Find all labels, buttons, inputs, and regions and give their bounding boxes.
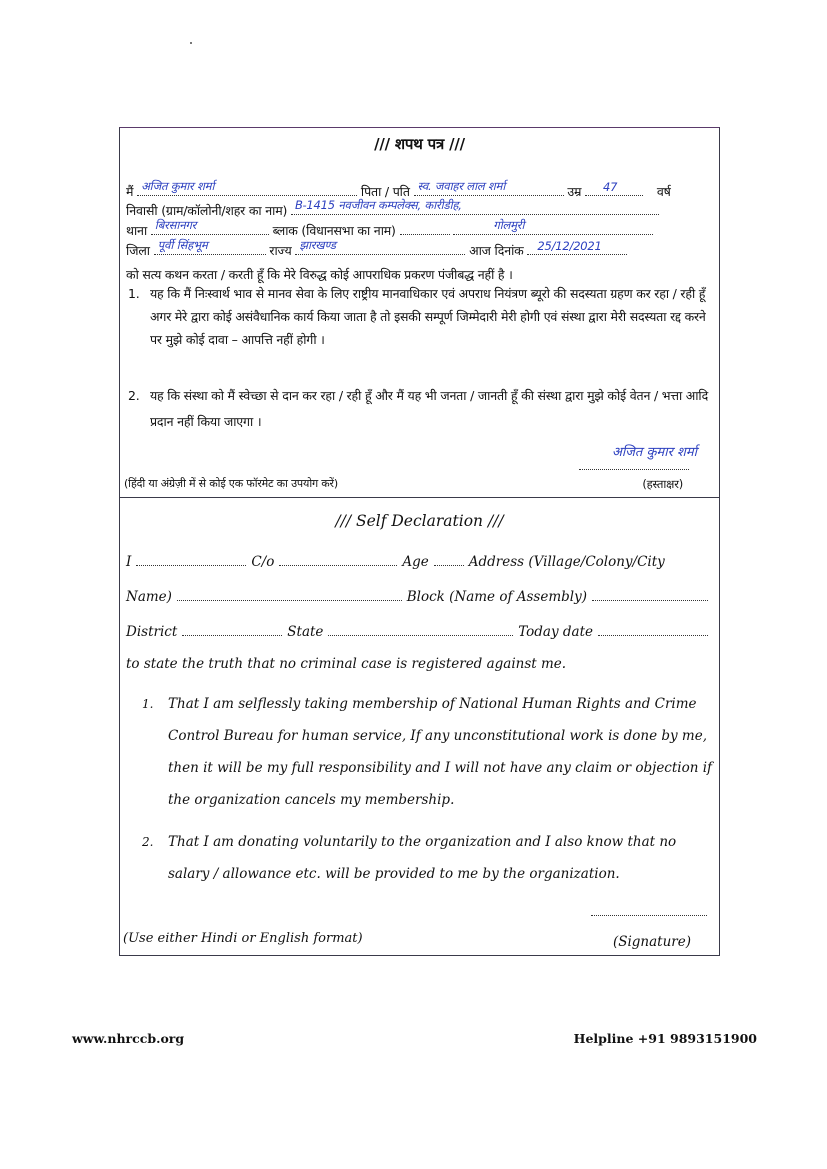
hindi-item-2 <box>128 383 713 435</box>
label-district-en: District <box>126 624 178 640</box>
hindi-item-1-text: यह कि मैं निःस्वार्थ भाव से मानव सेवा के लिए राष्ट्रीय मानवाधिकार एवं अपराध नियंत्रण ब्यूरो की सदस्यता ग्रहण कर रहा / रही हूँ अगर मेरे द्वारा कोई असंवैधानिक कार्य किया जाता है तो इसकी सम्पूर्ण जिम्मेदारी मेरी होगी एवं संस्था द्वारा मेरी सदस्यता रद्द करने पर मुझे कोई दावा – आपत्ति नहीं होगी । <box>150 286 706 347</box>
label-age: उम्र <box>567 184 582 199</box>
label-address: Address (Village/Colony/City <box>468 554 665 570</box>
label-age-en: Age <box>402 554 429 570</box>
label-i: I <box>126 554 132 570</box>
english-row-1 <box>126 554 713 570</box>
value-date: 25/12/2021 <box>537 239 602 253</box>
english-format-note: (Use either Hindi or English format) <box>123 931 363 946</box>
section-divider <box>120 497 719 498</box>
label-father-husband: पिता / पति <box>360 184 410 199</box>
label-resident: निवासी (ग्राम/कॉलोनी/शहर का नाम) <box>126 203 288 218</box>
label-today-date: आज दिनांक <box>469 243 524 258</box>
hindi-signature-label: (हस्ताक्षर) <box>642 477 683 491</box>
english-item-2-number: 2. <box>142 835 154 849</box>
label-district: जिला <box>126 243 150 258</box>
field-state[interactable] <box>295 240 465 255</box>
hindi-item-2-text: यह कि संस्था को मैं स्वेच्छा से दान कर रहा / रही हूँ और मैं यह भी जनता / जानती हूँ की संस्था द्वारा मुझे कोई वेतन / भत्ता आदि प्रदान नहीं किया जाएगा । <box>150 388 709 429</box>
hindi-signature-line[interactable] <box>579 455 689 470</box>
hindi-row-district <box>126 240 713 259</box>
field-address[interactable] <box>291 200 659 215</box>
hindi-row-thana <box>126 220 713 239</box>
english-signature-label: (Signature) <box>612 934 691 950</box>
label-block-en: Block (Name of Assembly) <box>406 589 587 605</box>
value-age: 47 <box>603 180 618 194</box>
label-today-date-en: Today date <box>518 624 593 640</box>
label-co: C/o <box>251 554 275 570</box>
field-i[interactable] <box>136 554 246 566</box>
hindi-item-1 <box>128 282 713 351</box>
english-item-2-text: That I am donating voluntarily to the organization and I also know that no salary / allowance etc. will be provided to me by the organization. <box>168 834 677 882</box>
field-block-en[interactable] <box>592 589 708 601</box>
value-father-husband: स्व. जवाहर लाल शर्मा <box>417 179 506 193</box>
footer-helpline: Helpline +91 9893151900 <box>573 1031 757 1046</box>
english-item-1-number: 1. <box>142 697 154 711</box>
field-block[interactable] <box>453 220 653 235</box>
field-address-en[interactable] <box>177 589 402 601</box>
hindi-signature-handwriting: अजित कुमार शर्मा <box>611 445 697 460</box>
english-item-1 <box>142 688 713 816</box>
field-age-en[interactable] <box>434 554 464 566</box>
english-signature-line[interactable] <box>591 911 707 916</box>
label-state-en: State <box>287 624 324 640</box>
value-address: B-1415 नवजीवन कम्पलेक्स, कारीडीह, <box>294 198 462 212</box>
field-police-station[interactable] <box>151 220 269 235</box>
label-state: राज्य <box>269 243 292 258</box>
field-co[interactable] <box>279 554 397 566</box>
affidavit-form <box>119 127 720 956</box>
value-police-station: बिरसानगर <box>154 218 197 232</box>
value-district: पूर्वी सिंहभूम <box>157 238 208 252</box>
field-block-dots <box>400 220 450 235</box>
english-item-1-text: That I am selflessly taking membership of National Human Rights and Crime Control Bureau for human service, If any unconstitutional work is done by me, then it will be my full responsibility and I will not have any claim or objection if the organization cancels my membership. <box>168 696 713 808</box>
english-row-3 <box>126 624 713 640</box>
hindi-statement: को सत्य कथन करता / करती हूँ कि मेरे विरुद्ध कोई आपराधिक प्रकरण पंजीबद्ध नहीं है । <box>126 267 513 282</box>
value-name: अजित कुमार शर्मा <box>141 179 215 193</box>
value-block: गोलमुरी <box>493 218 525 232</box>
label-block: ब्लाक (विधानसभा का नाम) <box>272 223 396 238</box>
label-name-close: Name) <box>126 589 172 605</box>
english-item-2 <box>142 826 713 890</box>
hindi-item-1-number: 1. <box>128 286 140 301</box>
scan-speck <box>190 42 192 44</box>
field-age[interactable] <box>585 181 643 196</box>
label-police-station: थाना <box>126 223 148 238</box>
label-main: मैं <box>126 184 134 199</box>
value-state: झारखण्ड <box>299 238 336 252</box>
footer-website[interactable]: www.nhrccb.org <box>72 1031 185 1046</box>
field-date-en[interactable] <box>598 624 708 636</box>
label-years: वर्ष <box>656 184 671 199</box>
field-district[interactable] <box>154 240 266 255</box>
hindi-format-note: (हिंदी या अंग्रेज़ी में से कोई एक फॉरमेट का उपयोग करें) <box>124 477 338 490</box>
field-name[interactable] <box>137 181 357 196</box>
hindi-title: /// शपथ पत्र /// <box>374 135 465 153</box>
hindi-row-resident <box>126 200 713 219</box>
field-state-en[interactable] <box>328 624 513 636</box>
english-row-2 <box>126 589 713 605</box>
field-father-husband[interactable] <box>414 181 564 196</box>
field-district-en[interactable] <box>182 624 282 636</box>
english-statement: to state the truth that no criminal case is registered against me. <box>126 656 567 672</box>
field-date[interactable] <box>527 240 627 255</box>
english-title: /// Self Declaration /// <box>335 512 504 530</box>
hindi-item-2-number: 2. <box>128 388 140 403</box>
